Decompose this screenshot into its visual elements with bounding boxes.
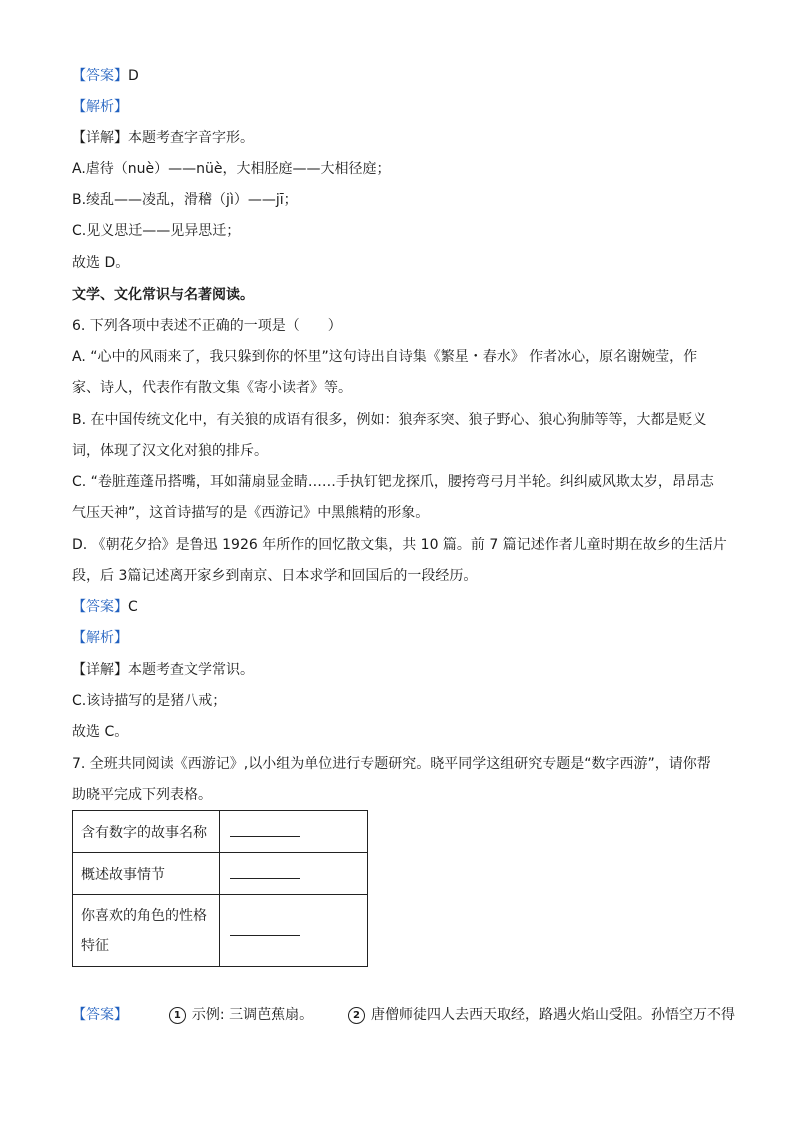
table-cell-blank [220,895,368,967]
explain-c: C.见义思迁——见异思迁； [72,223,241,239]
q7-answer-tag: 【答案】 [72,1007,128,1023]
q6-explain: C.该诗描写的是猪八戒； [72,693,227,709]
circled-number-2-icon: 2 [348,1007,365,1024]
detail-text: 本题考查字音字形。 [128,130,254,146]
answer-tag: 【答案】 [72,68,128,84]
section-heading: 文学、文化常识与名著阅读。 [72,287,254,303]
q6-detail-line [72,660,254,680]
q6-answer-tag: 【答案】 [72,599,128,615]
q6-detail-text: 本题考查文学常识。 [128,662,254,678]
q6-conclusion: 故选 C。 [72,724,129,740]
detail-tag: 【详解】 [72,130,128,146]
q7-table [72,810,368,967]
q6-option-a-line1: A. “心中的风雨来了，我只躲到你的怀里”这句诗出自诗集《繁星・春水》 作者冰心，原名谢婉莹，作 [72,349,698,365]
q6-analysis-tag: 【解析】 [72,630,128,646]
q6-answer-line [72,597,138,617]
table-cell-blank [220,853,368,895]
q6-option-b-line2: 词，体现了汉文化对狼的排斥。 [72,443,268,459]
q6-option-c-line1: C. “卷脏莲蓬吊搭嘴，耳如蒲扇显金睛……手执钉钯龙探爪，腰挎弯弓月半轮。纠纠威风欺太岁，昂昂志 [72,474,714,490]
analysis-tag: 【解析】 [72,99,128,115]
q6-stem: 6. 下列各项中表述不正确的一项是（ ） [72,318,342,334]
q6-option-c-line2: 气压天神”，这首诗描写的是《西游记》中黑熊精的形象。 [72,505,430,521]
q7-stem-line2: 助晓平完成下列表格。 [72,787,212,803]
q6-option-a-line2: 家、诗人，代表作有散文集《寄小读者》等。 [72,380,352,396]
q7-stem-line1: 7. 全班共同阅读《西游记》,以小组为单位进行专题研究。晓平同学这组研究专题是“数字西游”，请你帮 [72,756,711,772]
q6-detail-tag: 【详解】 [72,662,128,678]
q7-answer-1: 示例: 三调芭蕉扇。 [191,1007,314,1023]
table-cell-label-line2: 特征 [81,937,109,954]
table-row [73,895,368,967]
q7-answer-line [72,1005,735,1025]
conclusion: 故选 D。 [72,255,130,271]
q6-option-d-line1: D. 《朝花夕拾》是鲁迅 1926 年所作的回忆散文集，共 10 篇。前 7 篇记述作者儿童时期在故乡的生活片 [72,537,727,553]
table-cell-label [73,895,220,967]
table-cell-label: 概述故事情节 [73,853,220,895]
circled-number-1-icon: 1 [169,1007,186,1024]
explain-b: B.绫乱——凌乱，滑稽（jì）——jī； [72,192,298,208]
table-cell-label-line1: 你喜欢的角色的性格 [81,907,207,924]
q6-answer-value: C [128,599,138,615]
explain-a: A.虐待（nuè）——nüè，大相胫庭——大相径庭； [72,161,391,177]
table-row [73,811,368,853]
table-cell-label: 含有数字的故事名称 [73,811,220,853]
q7-answer-2: 唐僧师徒四人去西天取经，路遇火焰山受阻。孙悟空万不得 [370,1007,735,1023]
answer-blank[interactable] [230,921,300,936]
detail-line [72,128,254,148]
q6-option-d-line2: 段，后 3篇记述离开家乡到南京、日本求学和回国后的一段经历。 [72,568,478,584]
q6-option-b-line1: B. 在中国传统文化中，有关狼的成语有很多，例如：狼奔豕突、狼子野心、狼心狗肺等等，大都是贬义 [72,412,707,428]
answer-blank[interactable] [230,864,300,879]
answer-blank[interactable] [230,822,300,837]
answer-line-1 [72,66,139,86]
answer-value: D [128,68,139,84]
table-cell-blank [220,811,368,853]
table-row [73,853,368,895]
